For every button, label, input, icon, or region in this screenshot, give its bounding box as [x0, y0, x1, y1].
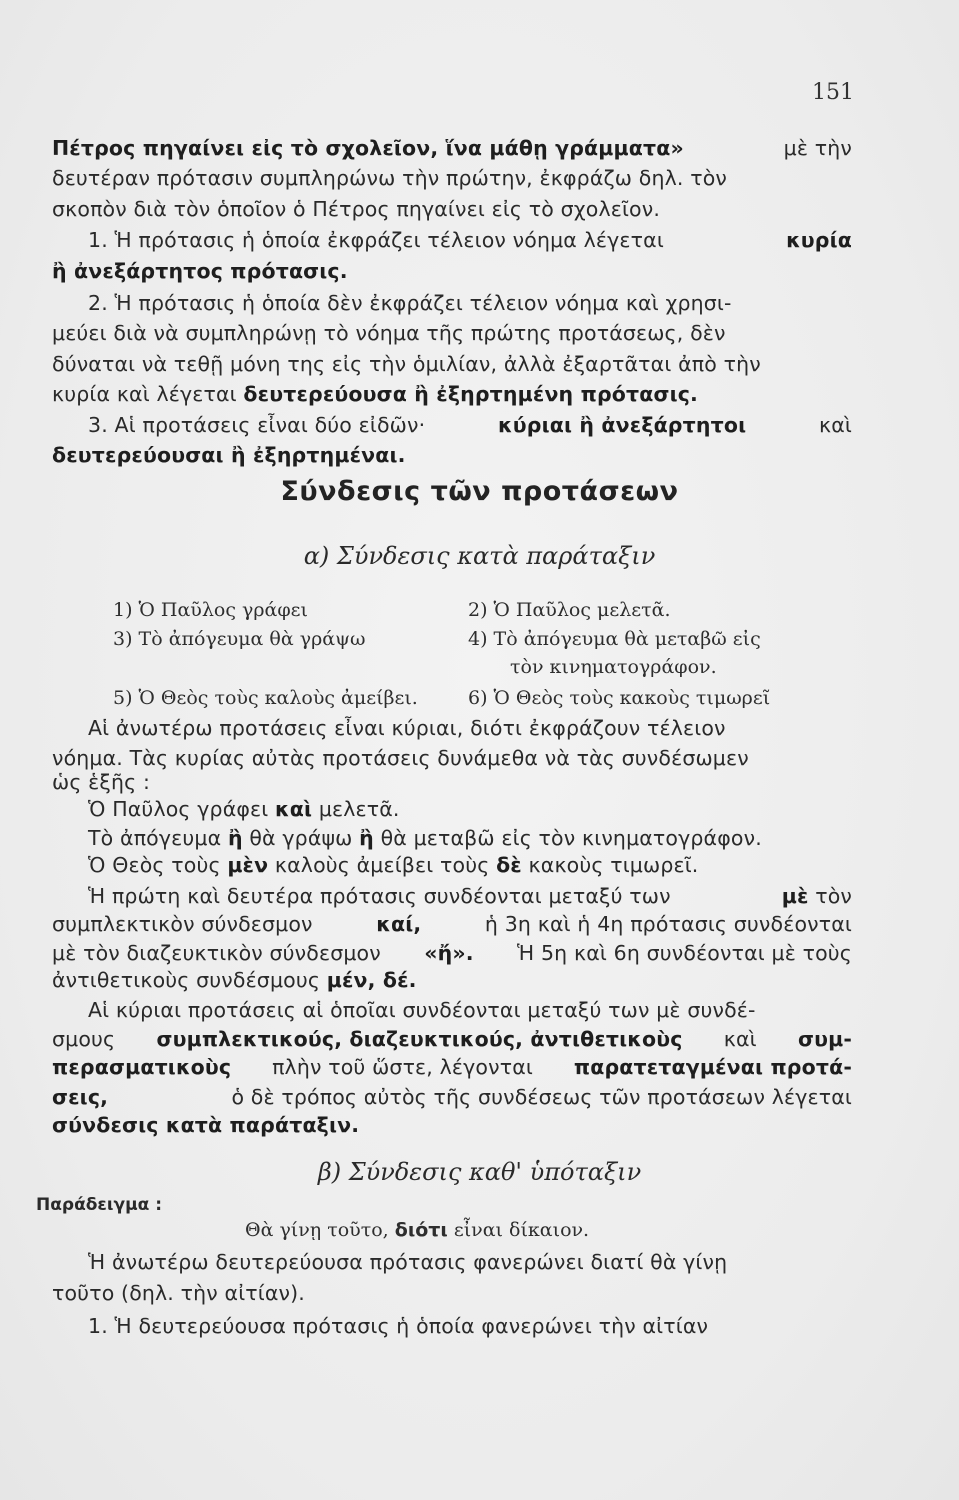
- text-span: μελετᾶ.: [318, 797, 400, 821]
- text-line: νόημα. Τὰς κυρίας αὐτὰς προτάσεις δυνάμεθα νὰ τὰς συνδέσωμεν: [52, 746, 749, 770]
- text-span: Ὁ Θεὸς τοὺς: [88, 853, 221, 877]
- text-span: μὲ τὴν: [783, 136, 852, 160]
- text-span: καὶ: [819, 413, 852, 437]
- text-span: κακοὺς τιμωρεῖ.: [528, 853, 699, 877]
- text-span: Τὸ ἀπόγευμα: [88, 826, 222, 850]
- text-line: [52, 912, 852, 936]
- text-span: πλὴν τοῦ ὥστε, λέγονται: [272, 1055, 533, 1079]
- text-line: [52, 1027, 852, 1051]
- bold-text: συμπλεκτικούς, διαζευκτικούς, ἀντιθετικοὺς: [156, 1027, 683, 1051]
- text-span: συμπλεκτικὸν σύνδεσμον: [52, 912, 313, 936]
- text-line: [88, 413, 852, 437]
- text-line: [88, 797, 852, 821]
- example-label: Παράδειγμα :: [36, 1195, 163, 1215]
- text-span: εἶναι δίκαιον.: [453, 1219, 590, 1241]
- text-line: ὡς ἑξῆς :: [52, 770, 151, 794]
- example-4: 4) Τὸ ἀπόγευμα θὰ μεταβῶ εἰς: [468, 628, 761, 650]
- bold-text: Πέτρος πηγαίνει εἰς τὸ σχολεῖον, ἵνα μάθῃ γράμματα»: [52, 136, 684, 160]
- text-line: [52, 136, 852, 160]
- text-line: τοῦτο (δηλ. τὴν αἰτίαν).: [52, 1281, 305, 1305]
- bold-text: περασματικοὺς: [52, 1055, 232, 1079]
- text-span: Ὁ Παῦλος γράφει: [88, 797, 269, 821]
- bold-text: κύριαι ἢ ἀνεξάρτητοι: [498, 413, 747, 437]
- text-line: [88, 853, 852, 877]
- text-span: καὶ: [723, 1027, 757, 1051]
- bold-text: μὲ: [781, 884, 809, 908]
- text-span: τὸν: [815, 884, 852, 908]
- bold-text: μὲν: [227, 853, 269, 877]
- text-span: Ἡ 5η καὶ 6η συνδέονται μὲ τοὺς: [517, 941, 852, 965]
- text-span: 3. Αἱ προτάσεις εἶναι δύο εἰδῶν·: [88, 413, 426, 437]
- text-span: 1. Ἡ πρότασις ἡ ὁποία ἐκφράζει τέλειον νόημα λέγεται: [88, 228, 664, 252]
- bold-text: ἢ: [227, 826, 243, 850]
- text-line: 2. Ἡ πρότασις ἡ ὁποία δὲν ἐκφράζει τέλειον νόημα καὶ χρησι-: [88, 291, 732, 315]
- text-line: μεύει διὰ νὰ συμπληρώνῃ τὸ νόημα τῆς πρώτης προτάσεως, δὲν: [52, 321, 726, 345]
- text-line: [52, 1085, 852, 1109]
- text-span: θὰ μεταβῶ εἰς τὸν κινηματογράφον.: [380, 826, 762, 850]
- text-line: [88, 826, 852, 850]
- text-line: Αἱ ἀνωτέρω προτάσεις εἶναι κύριαι, διότι ἐκφράζουν τέλειον: [88, 716, 726, 740]
- text-line: [88, 884, 852, 908]
- text-line: [88, 228, 852, 252]
- text-span: καλοὺς ἀμείβει τοὺς: [274, 853, 490, 877]
- text-line: [52, 382, 852, 406]
- text-span: ὁ δὲ τρόπος αὐτὸς τῆς συνδέσεως τῶν προτάσεων λέγεται: [231, 1085, 852, 1109]
- text-line: ἢ ἀνεξάρτητος πρότασις.: [52, 259, 348, 283]
- example-6: 6) Ὁ Θεὸς τοὺς κακοὺς τιμωρεῖ: [468, 687, 771, 709]
- bold-text: καί,: [376, 912, 422, 936]
- bold-text: δευτερεύουσα ἢ ἐξηρτημένη πρότασις.: [243, 382, 698, 406]
- text-line: σκοπὸν διὰ τὸν ὁποῖον ὁ Πέτρος πηγαίνει εἰς τὸ σχολεῖον.: [52, 197, 661, 221]
- text-line: [52, 941, 852, 965]
- example-4-continued: τὸν κινηματογράφον.: [510, 656, 717, 678]
- example-1: 1) Ὁ Παῦλος γράφει: [113, 599, 308, 621]
- text-span: σμους: [52, 1027, 116, 1051]
- subsection-heading-b: β) Σύνδεσις καθ' ὑπόταξιν: [317, 1158, 642, 1186]
- bold-text: συμ-: [797, 1027, 852, 1051]
- example-2: 2) Ὁ Παῦλος μελετᾶ.: [468, 599, 671, 621]
- bold-text: κυρία: [786, 228, 852, 252]
- text-span: κυρία καὶ λέγεται: [52, 382, 237, 406]
- example-5: 5) Ὁ Θεὸς τοὺς καλοὺς ἀμείβει.: [113, 687, 418, 709]
- text-line: δύναται νὰ τεθῇ μόνη της εἰς τὴν ὁμιλίαν, ἀλλὰ ἐξαρτᾶται ἀπὸ τὴν: [52, 352, 761, 376]
- text-line: [52, 1055, 852, 1079]
- text-span: Ἡ πρώτη καὶ δευτέρα πρότασις συνδέονται μεταξύ των: [88, 884, 671, 908]
- text-line: [52, 968, 852, 992]
- text-line: Αἱ κύριαι προτάσεις αἱ ὁποῖαι συνδέονται μεταξύ των μὲ συνδέ-: [88, 998, 756, 1022]
- subsection-heading-a: α) Σύνδεσις κατὰ παράταξιν: [303, 542, 656, 570]
- text-line: Ἡ ἀνωτέρω δευτερεύουσα πρότασις φανερώνει διατί θὰ γίνῃ: [88, 1250, 728, 1274]
- bold-text: μέν, δέ.: [326, 968, 417, 992]
- example-sentence: [245, 1218, 589, 1242]
- text-line: 1. Ἡ δευτερεύουσα πρότασις ἡ ὁποία φανερώνει τὴν αἰτίαν: [88, 1314, 709, 1338]
- text-span: Θὰ γίνῃ τοῦτο,: [245, 1219, 389, 1241]
- text-span: θὰ γράψω: [249, 826, 353, 850]
- section-heading: Σύνδεσις τῶν προτάσεων: [280, 476, 679, 507]
- bold-text: σεις,: [52, 1085, 109, 1109]
- bold-text: παρατεταγμέναι προτά-: [573, 1055, 852, 1079]
- bold-text: «ἤ».: [424, 941, 474, 965]
- page-number: 151: [812, 80, 854, 105]
- text-span: ἡ 3η καὶ ἡ 4η πρότασις συνδέονται: [484, 912, 852, 936]
- example-3: 3) Τὸ ἀπόγευμα θὰ γράψω: [113, 628, 366, 650]
- text-span: μὲ τὸν διαζευκτικὸν σύνδεσμον: [52, 941, 381, 965]
- text-line: δευτέραν πρότασιν συμπληρώνω τὴν πρώτην, ἐκφράζω δηλ. τὸν: [52, 166, 727, 190]
- text-line: σύνδεσις κατὰ παράταξιν.: [52, 1113, 360, 1137]
- bold-text: διότι: [394, 1219, 448, 1241]
- text-line: δευτερεύουσαι ἢ ἐξηρτημέναι.: [52, 443, 406, 467]
- bold-text: καὶ: [275, 797, 313, 821]
- text-span: ἀντιθετικοὺς συνδέσμους: [52, 968, 321, 992]
- bold-text: δὲ: [496, 853, 522, 877]
- bold-text: ἢ: [359, 826, 374, 850]
